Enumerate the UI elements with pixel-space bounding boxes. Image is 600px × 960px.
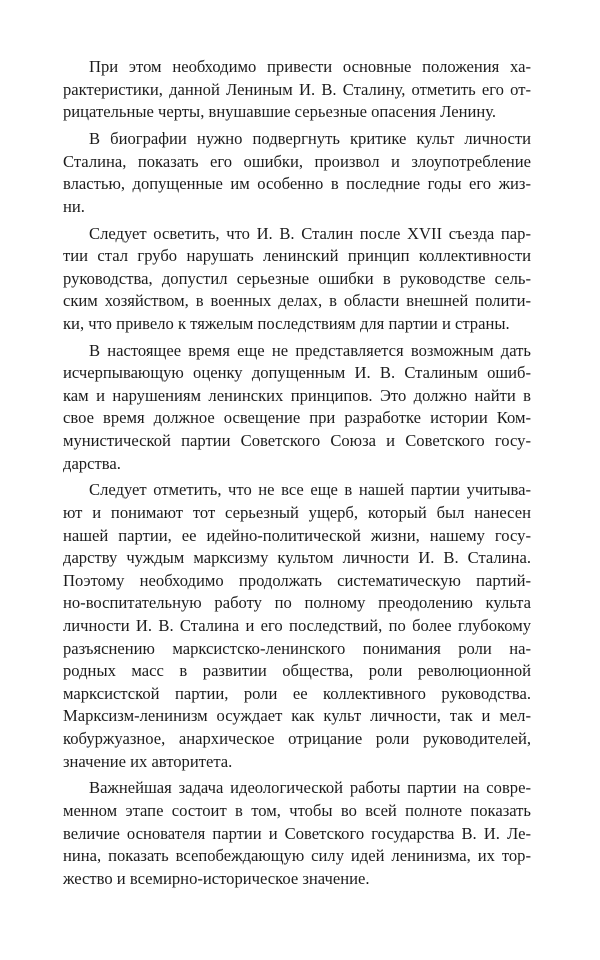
document-page bbox=[63, 56, 531, 895]
text-line: величие основателя партии и Советского государства В. И. Ле- bbox=[63, 823, 531, 843]
text-line: жество и всемирно-историческое значение. bbox=[63, 868, 370, 888]
text-line: В биографии нужно подвергнуть критике культ личности bbox=[89, 128, 531, 148]
text-line: свое время должное освещение при разработке истории Ком- bbox=[63, 408, 531, 428]
text-line: властью, допущенные им особенно в последние годы его жиз- bbox=[63, 174, 531, 194]
text-line: кам и нарушениям ленинских принципов. Это должно найти в bbox=[63, 385, 531, 405]
text-line: мунистической партии Советского Союза и Советского госу- bbox=[63, 431, 531, 451]
text-line: При этом необходимо привести основные положения ха- bbox=[89, 57, 531, 76]
text-line: ют и понимают тот серьезный ущерб, который был нанесен bbox=[63, 503, 531, 523]
text-line: ни. bbox=[63, 196, 85, 216]
text-line: тии стал грубо нарушать ленинский принцип коллективности bbox=[63, 246, 531, 266]
paragraph-6 bbox=[63, 777, 531, 890]
text-line: ки, что привело к тяжелым последствиям для партии и страны. bbox=[63, 313, 510, 333]
text-line: личности И. В. Сталина и его последствий, по более глубокому bbox=[63, 616, 531, 635]
text-line: рицательные черты, внушавшие серьезные опасения Ленину. bbox=[63, 102, 497, 122]
text-line: значение их авторитета. bbox=[63, 751, 233, 771]
text-line: рактеристики, данной Лениным И. В. Сталину, отметить его от- bbox=[63, 79, 531, 99]
text-line: нашей партии, ее идейно-политической жизни, нашему госу- bbox=[63, 525, 531, 545]
paragraph-3 bbox=[63, 223, 531, 336]
text-line: разъяснению марксистско-ленинского понимания роли на- bbox=[63, 638, 531, 658]
text-line: но-воспитательную работу по полному преодолению культа bbox=[63, 593, 531, 613]
text-line: дарству чуждым марксизму культом личности И. В. Сталина. bbox=[63, 548, 531, 568]
text-line: Марксизм-ленинизм осуждает как культ личности, так и мел- bbox=[63, 706, 531, 726]
text-line: дарства. bbox=[63, 453, 121, 473]
text-line: Сталина, показать его ошибки, произвол и злоупотребление bbox=[63, 151, 531, 171]
text-line: Поэтому необходимо продолжать систематическую партий- bbox=[63, 570, 531, 590]
text-line: ским хозяйством, в военных делах, в области внешней полити- bbox=[63, 291, 531, 311]
text-line: Следует отметить, что не все еще в нашей партии учитыва- bbox=[89, 480, 531, 500]
text-line: менном этапе состоит в том, чтобы во всей полноте показать bbox=[63, 800, 531, 820]
text-line: марксистской партии, роли ее коллективного руководства. bbox=[63, 683, 531, 703]
paragraph-1 bbox=[63, 56, 531, 124]
text-line: исчерпывающую оценку допущенным И. В. Сталиным ошиб- bbox=[63, 363, 531, 383]
text-line: кобуржуазное, анархическое отрицание роли руководителей, bbox=[63, 728, 531, 748]
paragraph-5 bbox=[63, 479, 531, 773]
text-line: родных масс в развитии общества, роли революционной bbox=[63, 661, 531, 681]
text-line: Следует осветить, что И. В. Сталин после XVII съезда пар- bbox=[89, 223, 531, 243]
paragraph-2 bbox=[63, 128, 531, 218]
text-line: нина, показать всепобеждающую силу идей ленинизма, их тор- bbox=[63, 846, 531, 866]
text-line: Важнейшая задача идеологической работы партии на совре- bbox=[89, 778, 531, 798]
text-line: руководства, допустил серьезные ошибки в руководстве сель- bbox=[63, 268, 531, 288]
paragraph-4 bbox=[63, 340, 531, 476]
text-line: В настоящее время еще не представляется возможным дать bbox=[89, 340, 531, 360]
